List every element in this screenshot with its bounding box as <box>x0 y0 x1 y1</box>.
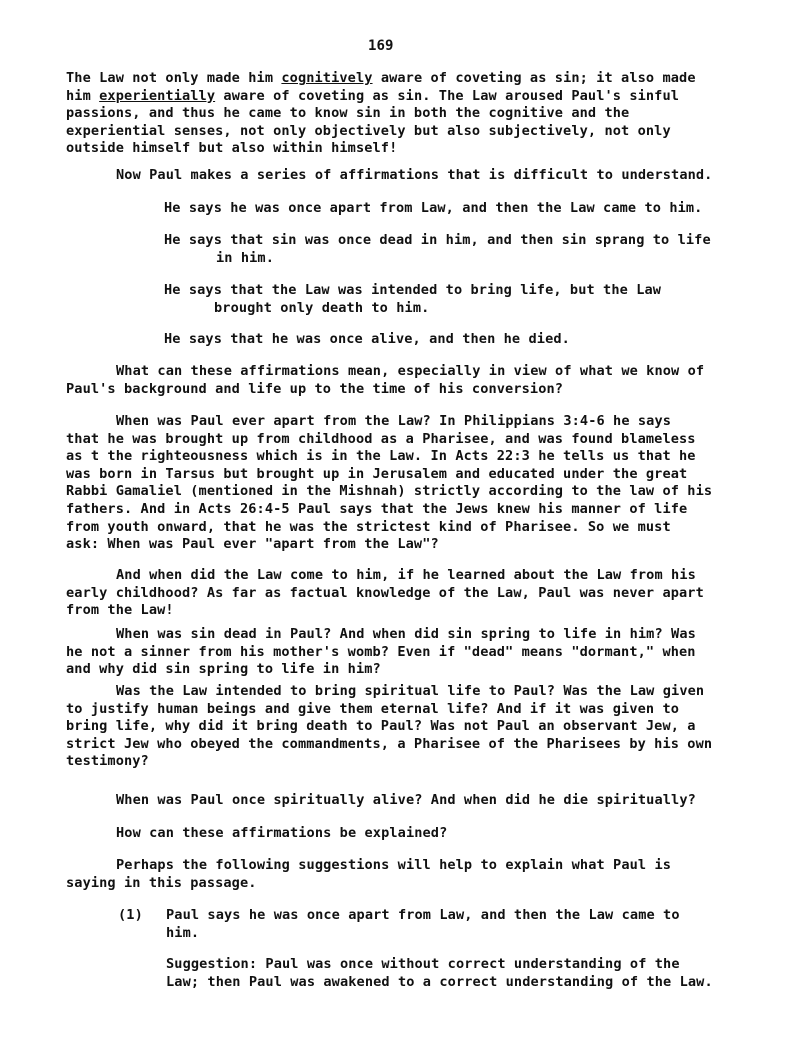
text-line: outside himself but also within himself! <box>66 140 398 157</box>
text-line: to justify human beings and give them eternal life? And if it was given to <box>66 700 680 717</box>
text-line <box>66 88 696 106</box>
text-line: that he was brought up from childhood as a Pharisee, and was found blameless <box>66 430 696 447</box>
paragraph-law-spiritual-life <box>66 683 712 771</box>
text-line: He says that he was once alive, and then he died. <box>164 331 570 347</box>
page-number: 169 <box>368 38 394 54</box>
text-line: Paul's background and life up to the time of his conversion? <box>66 380 564 397</box>
text-line: Paul says he was once apart from Law, and then the Law came to <box>166 907 680 923</box>
affirmation-sin-dead <box>164 232 711 267</box>
text-line: and why did sin spring to life in him? <box>66 661 381 678</box>
list-item-number: (1) <box>118 907 143 923</box>
paragraph-when-sin-dead <box>66 626 696 679</box>
text-line: He says that sin was once dead in him, and then sin sprang to life <box>164 232 711 248</box>
text-line: fathers. And in Acts 26:4-5 Paul says that the Jews knew his manner of life <box>66 500 688 517</box>
text-line: He says that the Law was intended to bring life, but the Law <box>164 282 662 298</box>
text-line: What can these affirmations mean, especially in view of what we know of <box>116 363 705 379</box>
paragraph-affirmations-intro <box>116 167 712 185</box>
text-line: How can these affirmations be explained? <box>116 825 448 841</box>
text-span: aware of coveting as sin; it also made <box>372 70 696 86</box>
text-line: Rabbi Gamaliel (mentioned in the Mishnah) strictly according to the law of his <box>66 483 713 500</box>
text-line: He says he was once apart from Law, and then the Law came to him. <box>164 200 703 216</box>
text-line: ask: When was Paul ever "apart from the Law"? <box>66 536 439 553</box>
suggestion-text <box>166 956 713 991</box>
text-line: Perhaps the following suggestions will help to explain what Paul is <box>116 857 672 873</box>
text-line: strict Jew who obeyed the commandments, a Pharisee of the Pharisees by his own <box>66 735 713 752</box>
paragraph-spiritually-alive <box>116 792 696 810</box>
text-line: And when did the Law come to him, if he learned about the Law from his <box>116 567 696 583</box>
text-line: brought only death to him. <box>214 299 430 316</box>
paragraph-when-law-came <box>66 567 704 620</box>
affirmation-apart-from-law <box>164 200 702 218</box>
text-line: When was Paul once spiritually alive? And when did he die spiritually? <box>116 792 696 808</box>
text-line: was born in Tarsus but brought up in Jerusalem and educated under the great <box>66 465 688 482</box>
text-line: When was sin dead in Paul? And when did sin spring to life in him? Was <box>116 626 696 642</box>
text-line: saying in this passage. <box>66 874 257 891</box>
text-line: early childhood? As far as factual knowledge of the Law, Paul was never apart <box>66 584 704 601</box>
underlined-word-cognitively: cognitively <box>281 70 373 86</box>
text-line: bring life, why did it bring death to Paul? Was not Paul an observant Jew, a <box>66 718 696 735</box>
text-line: he not a sinner from his mother's womb? Even if "dead" means "dormant," when <box>66 643 696 660</box>
text-line: experiential senses, not only objectively but also subjectively, not only <box>66 122 671 139</box>
text-line: passions, and thus he came to know sin in both the cognitive and the <box>66 105 630 122</box>
text-line: testimony? <box>66 753 149 770</box>
text-line: from youth onward, that he was the strictest kind of Pharisee. So we must <box>66 518 671 535</box>
text-span: aware of coveting as sin. The Law aroused Paul's sinful <box>215 87 680 104</box>
text-span: The Law not only made him <box>66 70 282 86</box>
paragraph-what-can-these-mean <box>66 363 704 398</box>
text-span: him <box>66 87 100 104</box>
text-line: Was the Law intended to bring spiritual life to Paul? Was the Law given <box>116 683 705 699</box>
text-line: him. <box>166 924 200 941</box>
text-line: Now Paul makes a series of affirmations that is difficult to understand. <box>116 167 713 183</box>
text-line: Law; then Paul was awakened to a correct understanding of the Law. <box>166 973 713 990</box>
affirmation-once-alive <box>164 331 570 349</box>
list-item <box>166 907 680 942</box>
text-line <box>66 70 696 88</box>
paragraph-law-cognitive <box>66 70 696 158</box>
underlined-word-experientially: experientially <box>99 87 216 104</box>
paragraph-how-explained <box>116 825 447 843</box>
text-line: from the Law! <box>66 602 174 619</box>
affirmation-law-life <box>164 282 661 317</box>
text-line: When was Paul ever apart from the Law? In Philippians 3:4-6 he says <box>116 413 672 429</box>
paragraph-when-apart <box>66 413 712 554</box>
text-line: Suggestion: Paul was once without correct understanding of the <box>166 956 680 972</box>
text-line: in him. <box>216 249 274 266</box>
text-line: as t the righteousness which is in the Law. In Acts 22:3 he tells us that he <box>66 448 696 465</box>
paragraph-suggestions-intro <box>66 857 671 892</box>
